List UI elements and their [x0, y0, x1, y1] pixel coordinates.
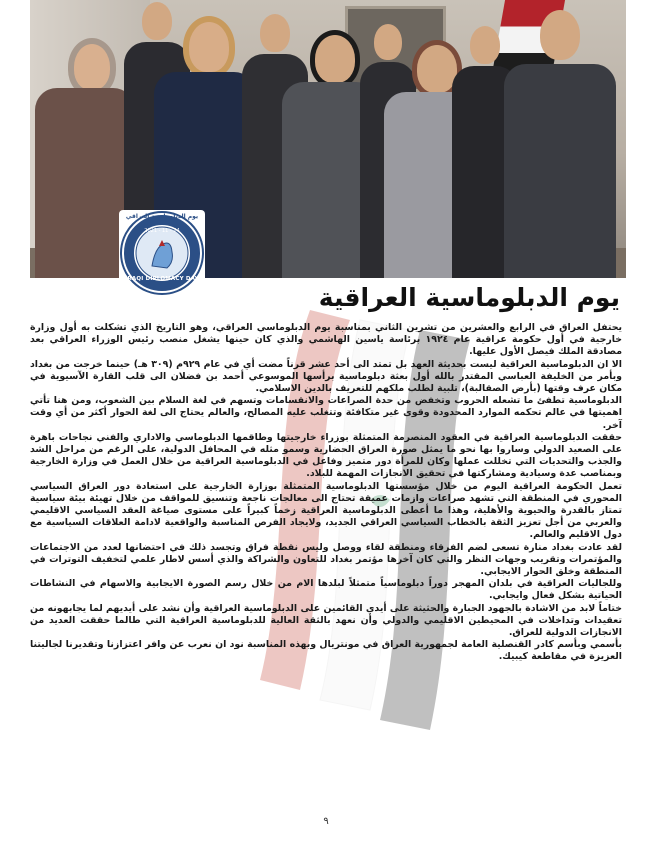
- page-number: ٩: [323, 816, 329, 827]
- emblem-icon: [119, 210, 205, 296]
- paragraph-9: بأسمي وبأسم كادر القنصلية العامة لجمهورية العراق في مونتريال وبهذه المناسبة نود ان نعرب عن وافر اعتزازنا وتقديرنا لجاليتنا العزيزة في مقاطعة كيبيك.: [30, 639, 622, 663]
- paragraph-2: الا ان الدبلوماسية العراقية ليست بحديثة العهد بل تمتد الى أحد عشر قرناً مضت أي في عام ٩٢٩م (٣٠٩ هـ) حينما خرجت من بغداد وبأمر من الخليفة العباسي المقتدر بالله أول بعثة دبلوماسية برأسها الموسوعي أحمد بن فضلان الى قلب القارة الآسيوية في مكان عرف وقتها (بأرض الصقالبة)، تلبية لطلب ملكهم للتعريف بالدين الاسلامي.: [30, 358, 622, 395]
- paragraph-5: تعمل الحكومة العراقية اليوم من خلال مؤسستها الدبلوماسية المتمثلة بوزارة الخارجية على استعادة دور العراق السياسي المحوري في المنطقة التي تشهد صراعات وازمات عميقة تحتاج الى معالجات ناجعة وتنسيق للمواقف من خلال تهيئة بيئة سياسية تمتاز بالقدرة والحيوية والأهلية، وهذا ما أعطى الدبلوماسية العراقية زخماً كبيراً على مستوى صياغة العقد السياسي الاقليمي والعربي من أجل تعزيز الثقة بالخطاب السياسي العراقي الجديد، ولايجاد الفرص المناسبة والواقعية لادامة العلاقات السياسية مع دول الاقليم والعالم.: [30, 480, 622, 541]
- article-title: يوم الدبلوماسية العراقية: [318, 283, 620, 312]
- paragraph-8: ختاماً لابد من الاشادة بالجهود الجبارة والحثيثة على أيدي القائمين على الدبلوماسية العراقية وأن نشد على أيديهم لما يجابهونه من تعقيدات وتداخلات في المحيطين الاقليمي والدولي وأن نعهد بالثقة العالية للدبلوماسية العراقية التي طالما حققت العديد من الانجازات الدولية للعراق.: [30, 602, 622, 639]
- paragraph-3: الدبلوماسية تطفئ ما تشعله الحروب وتخفض من حدة الصراعات والانقسامات وتسهم في لغة السلام بين الشعوب، ومن هنا تأتي اهميتها في عالم تحكمه الموارد المحدودة وقوى غير متكافئة وتتغلب عليه المصالح، والعالم يحتاج الى لغة الحوار أكثر من أي وقت آخر.: [30, 395, 622, 431]
- emblem-year-text: 2021 - 11 - 24: [144, 228, 180, 234]
- person-9: [500, 10, 620, 278]
- emblem-bottom-text: IRAQI DIPLOMACY DAY: [125, 276, 199, 282]
- paragraph-6: لقد عادت بغداد منارة تسعى لضم الفرقاء ومنطقة لقاء ووصل وليس نقطة فراق وتجسد ذلك في احتضانها لعدد من الاجتماعات والمؤتمرات وتقريب وجهات النظر والتي كان آخرها مؤتمر بغداد للتعاون والشراكة والذي أسس لاطار علمي لتخفيف التوترات في المنطقة وخلق الحوار الايجابي.: [30, 541, 622, 578]
- paragraph-1: يحتفل العراق في الرابع والعشرين من تشرين الثاني بمناسبة يوم الدبلوماسي العراقي، وهو التاريخ الذي تشكلت به أول وزارة خارجية في أول حكومة عراقية عام ١٩٢٤ برئاسة ياسين الهاشمي والذي كان حينها يشغل منصب رئيس الوزراء العراقي بعد مصادقة الملك فيصل الأول عليها.: [30, 322, 622, 358]
- iraqi-diplomacy-day-emblem: [119, 210, 205, 296]
- paragraph-7: وللجاليات العراقية في بلدان المهجر دوراً دبلوماسياً متمثلاً لبلدها الام من خلال رسم الصورة الايجابية والاسهام في النشاطات الحياتية بشكل فعال وايجابي.: [30, 578, 622, 602]
- article-body: [30, 322, 622, 664]
- emblem-top-text: يوم الدبلوماسية العراقي: [125, 213, 199, 220]
- paragraph-4: حققت الدبلوماسية العراقية في العقود المنصرمة المتمثلة بوزراء خارجيتها وطاقمها الدبلوماسي والاداري والفني نجاحات باهرة على الصعيد الدولي وساروا بها نحو ما يمثل صورة العراق الحضارية وسمو مثله في المحافل الدولية، على الرغم من مراحل الشد والجذب والتحديات التي تخللت عملها وكان للمرأة دور متميز وفاعل في الدبلوماسية العراقية من خلال العمل في وزارة الخارجية وبمناصب عدة وسيادية ومشاركتها في تحقيق الانجازات المهمة للبلاد.: [30, 431, 622, 480]
